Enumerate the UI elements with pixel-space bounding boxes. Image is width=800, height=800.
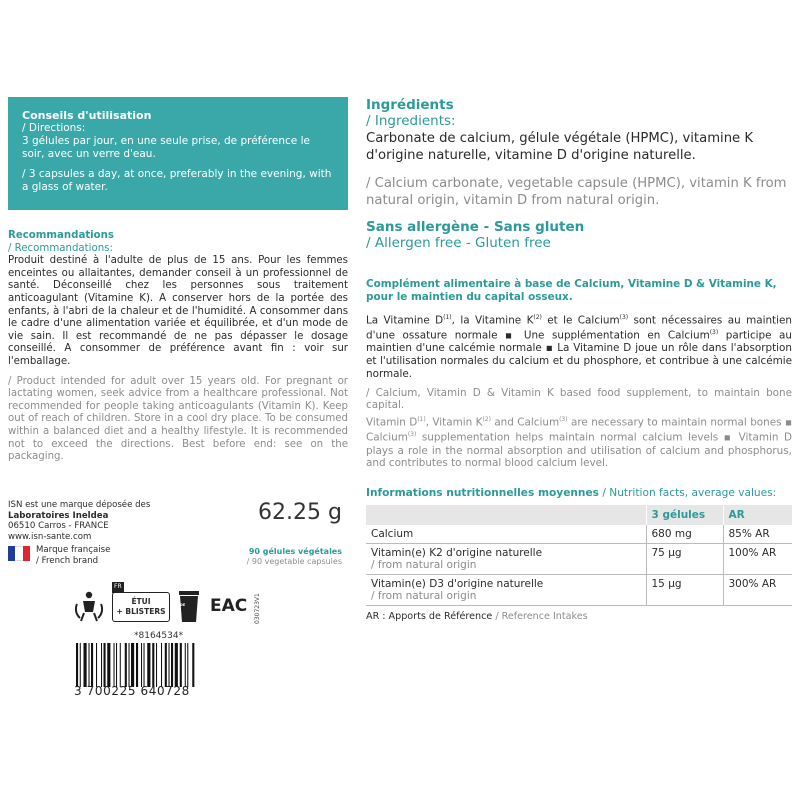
triman-icon xyxy=(74,588,104,624)
allergen-title: Sans allergène - Sans gluten xyxy=(366,219,585,235)
product-reference: *8164534* xyxy=(134,631,184,641)
net-weight: 62.25 g xyxy=(258,500,342,525)
capsule-count-en: / 90 vegetable capsules xyxy=(246,557,342,566)
nutrition-table xyxy=(366,505,792,606)
supplement-text-fr: La Vitamine $D^{(1)}$, la Vitamine $K^{(2)}$ et le Calcium$^{(3)}$ sont nécessaires au maintien d'une ossature normale ▪ Une supplémentation en Calcium$^{(3)}$ participe au maintien d'une calcémie normale ▪ La Vitamine D joue un rôle dans l'absorption et l'utilisation normales du calcium et du phosphore, et contribue à une calcémie normale. xyxy=(366,313,793,380)
ingredients-text-fr: Carbonate de calcium, gélule végétale (HPMC), vitamine K d'origine naturelle, vitamine D d'origine naturelle. xyxy=(366,131,754,163)
supplement-section xyxy=(366,278,792,470)
recommendations-title: Recommandations xyxy=(8,230,114,241)
usage-text-fr: 3 gélules par jour, en une seule prise, de préférence le soir, avec un verre d'eau. xyxy=(22,135,310,160)
ingredients-text-en: / Calcium carbonate, vegetable capsule (HPMC), vitamin K from natural origin, vitamin D from natural origin. xyxy=(366,176,787,208)
recommendations-section xyxy=(8,210,348,464)
supplement-text-en-2: Vitamin $D^{(1)}$, Vitamin $K^{(2)}$ and Calcium$^{(3)}$ are necessary to maintain normal bones ▪ Calcium$^{(3)}$ supplementation helps maintain normal calcium levels ▪ Vitamin D plays a role in the normal absorption and utilisation of calcium and phosphorus, and contributes to normal blood calcium level. xyxy=(366,416,792,470)
supplement-text-en-1: / Calcium, Vitamin D & Vitamin K based food supplement, to maintain bone capital. xyxy=(366,386,792,412)
brand-line-3: 06510 Carros - FRANCE xyxy=(8,521,109,531)
brand-address xyxy=(8,500,150,542)
reference-intakes-note: AR : Apports de Référence / Reference Intakes xyxy=(366,611,588,622)
ingredients-subtitle: / Ingredients: xyxy=(366,113,456,129)
brand-line-1: ISN est une marque déposée des xyxy=(8,500,151,510)
left-column xyxy=(8,97,348,464)
supplement-heading: Complément alimentaire à base de Calcium, Vitamine D & Vitamine K, pour le maintien du capital osseux. xyxy=(366,278,777,303)
right-column xyxy=(366,97,792,251)
bin-label: BAC DE TRI xyxy=(170,603,186,611)
flag-label-fr: Marque française xyxy=(36,545,111,555)
col-ar: AR xyxy=(723,505,792,525)
nutrition-table-header xyxy=(366,505,792,525)
recommendations-text-en: / Product intended for adult over 15 years old. For pregnant or lactating women, seek advice from a healthcare professional. Not recommended for people taking anticoagulants (Vitamin K). Keep out of reach of children. Store in a cool dry place. To be consumed within a balanced diet and a healthy lifestyle. It is recommended not to exceed the directions. Best before end: see on the packaging. xyxy=(8,375,348,463)
recommendations-subtitle: / Recommandations: xyxy=(8,242,113,254)
eac-mark: EAC xyxy=(210,595,248,616)
table-row: Vitamin(e) K2 d'origine naturelle / from natural origin 75 µg 100% AR xyxy=(366,544,792,575)
col-dose: 3 gélules xyxy=(646,505,723,525)
usage-directions-label: / Directions: xyxy=(22,122,86,134)
usage-text-en: / 3 capsules a day, at once, preferably in the evening, with a glass of water. xyxy=(22,168,332,193)
barcode xyxy=(74,643,228,687)
allergen-subtitle: / Allergen free - Gluten free xyxy=(366,235,551,251)
recommendations-text-fr: Produit destiné à l'adulte de plus de 15 ans. Pour les femmes enceintes ou allaitantes, demander conseil à un professionnel de santé. Déconseillé chez les personnes sous traitement anticoagulant (Vitamine K). A conserver hors de la portée des enfants, à l'abri de la chaleur et de l'humidité. A consommer dans le cadre d'une alimentation variée et équilibrée, et d'un mode de vie sain. Il est recommandé de ne pas dépasser le dosage conseillé. A consommer de préférence avant fin : voir sur l'emballage. xyxy=(8,255,348,367)
sorting-info-icon: FR ÉTUI + BLISTERS xyxy=(112,588,170,624)
ingredients-title: Ingrédients xyxy=(366,97,454,113)
barcode-number: 3 700225 640728 xyxy=(74,684,190,698)
flag-label-en: / French brand xyxy=(36,555,99,566)
capsule-count-fr: 90 gélules végétales xyxy=(248,547,342,556)
brand-website: www.isn-sante.com xyxy=(8,531,92,542)
table-row: Vitamin(e) D3 d'origine naturelle / from natural origin 15 µg 300% AR xyxy=(366,575,792,606)
recycling-icons xyxy=(74,583,264,624)
nutrition-section xyxy=(366,486,792,622)
capsule-count xyxy=(247,547,342,567)
french-brand xyxy=(8,545,110,566)
allergen-info xyxy=(366,219,792,251)
table-row: Calcium 680 mg 85% AR xyxy=(366,525,792,544)
usage-title: Conseils d'utilisation xyxy=(22,109,152,122)
lot-number: 030723V1 xyxy=(254,593,262,624)
france-flag-icon xyxy=(8,546,30,561)
brand-section xyxy=(8,500,348,800)
nutrition-title: Informations nutritionnelles moyennes / Nutrition facts, average values: xyxy=(366,487,777,499)
brand-line-2: Laboratoires Ineldea xyxy=(8,510,109,521)
usage-box xyxy=(8,97,348,210)
